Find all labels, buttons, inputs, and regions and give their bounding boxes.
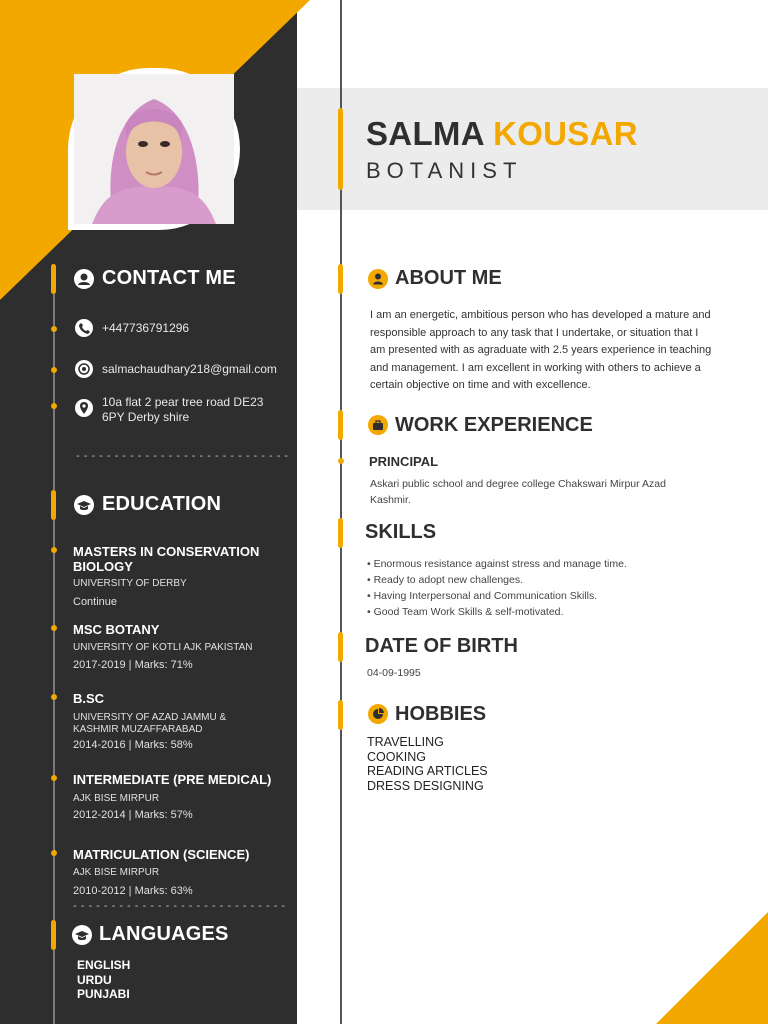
edu-detail-1: Continue (73, 596, 118, 608)
timeline-dot (51, 367, 57, 373)
skills-heading: SKILLS (365, 521, 437, 543)
job-title: BOTANIST (366, 158, 523, 183)
edu-detail-2: 2017-2019 | Marks: 71% (73, 659, 193, 671)
briefcase-icon (368, 415, 388, 435)
first-name: SALMA (366, 115, 484, 152)
education-marker (51, 490, 56, 520)
divider-1: - - - - - - - - - - - - - - - - - - - - - - - - - - - - (76, 450, 289, 462)
edu-university-4: AJK BISE MIRPUR (73, 793, 160, 804)
about-heading: ABOUT ME (395, 267, 502, 289)
contact-heading: CONTACT ME (102, 267, 236, 289)
email-icon (75, 360, 93, 378)
timeline-dot (51, 326, 57, 332)
phone-text[interactable]: +447736791296 (102, 321, 190, 335)
dob-value: 04-09-1995 (367, 667, 421, 679)
skill-item: • Ready to adopt new challenges. (367, 574, 524, 586)
about-line: certain objective on time and with excellence. (370, 379, 591, 391)
left-timeline-line (53, 265, 55, 1024)
work-line-1: Askari public school and degree college Chakswari Mirpur Azad (370, 478, 666, 490)
timeline-dot (338, 458, 344, 464)
edu-degree-1a: MASTERS IN CONSERVATION (73, 544, 260, 559)
person-icon (368, 269, 388, 289)
about-line: responsible approach to any task that I undertake, or situation that I (370, 326, 699, 339)
address-line-2: 6PY Derby shire (102, 410, 190, 424)
work-line-2: Kashmir. (370, 494, 411, 506)
contact-marker (51, 264, 56, 294)
edu-degree-1b: BIOLOGY (73, 559, 133, 574)
timeline-dot (51, 625, 57, 631)
address-line-1: 10a flat 2 pear tree road DE23 (102, 395, 264, 409)
header-marker (338, 108, 343, 190)
skill-item: • Enormous resistance against stress and manage time. (367, 558, 627, 570)
hobby-item: COOKING (367, 750, 427, 764)
languages-marker (51, 920, 56, 950)
divider-2: - - - - - - - - - - - - - - - - - - - - - - - - - - - - (73, 900, 286, 912)
work-heading: WORK EXPERIENCE (395, 414, 593, 436)
language-item: URDU (77, 973, 112, 987)
edu-university-5: AJK BISE MIRPUR (73, 867, 160, 878)
timeline-dot (51, 403, 57, 409)
skill-item: • Good Team Work Skills & self-motivated. (367, 606, 564, 618)
language-item: PUNJABI (77, 987, 130, 1001)
hobby-item: DRESS DESIGNING (367, 779, 484, 793)
about-paragraph (370, 307, 740, 395)
work-marker (338, 410, 343, 440)
edu-university-1: UNIVERSITY OF DERBY (73, 578, 187, 589)
graduation-cap-icon (74, 495, 94, 515)
edu-university-3a: UNIVERSITY OF AZAD JAMMU & (73, 712, 227, 723)
yellow-corner-decoration-bottom (656, 912, 768, 1024)
timeline-dot (51, 694, 57, 700)
about-line: and management. I am excellent in working with others to achieve a (370, 361, 701, 374)
user-icon (74, 269, 94, 289)
person-name (366, 115, 638, 153)
edu-degree-2: MSC BOTANY (73, 622, 160, 637)
edu-degree-4: INTERMEDIATE (PRE MEDICAL) (73, 772, 272, 787)
about-line: I am an energetic, ambitious person who has developed a mature and (370, 309, 711, 321)
education-heading: EDUCATION (102, 493, 222, 515)
dob-heading: DATE OF BIRTH (365, 635, 518, 657)
skill-item: • Having Interpersonal and Communication Skills. (367, 590, 598, 602)
timeline-dot (51, 775, 57, 781)
edu-degree-3: B.SC (73, 691, 105, 706)
location-pin-icon (75, 399, 93, 417)
work-role: PRINCIPAL (369, 454, 439, 469)
language-item: ENGLISH (77, 958, 131, 972)
edu-detail-5: 2010-2012 | Marks: 63% (73, 885, 193, 897)
pie-chart-icon (368, 704, 388, 724)
timeline-dot (51, 547, 57, 553)
edu-degree-5: MATRICULATION (SCIENCE) (73, 847, 250, 862)
edu-detail-4: 2012-2014 | Marks: 57% (73, 809, 193, 821)
about-line: am presented with as agraduate with 2.5 years experience in teaching (370, 344, 712, 356)
graduation-cap-icon (72, 925, 92, 945)
last-name: KOUSAR (493, 115, 638, 152)
skills-marker (338, 518, 343, 548)
edu-detail-3: 2014-2016 | Marks: 58% (73, 739, 193, 751)
phone-icon (75, 319, 93, 337)
hobby-item: TRAVELLING (367, 735, 444, 749)
dob-marker (338, 632, 343, 662)
edu-university-2: UNIVERSITY OF KOTLI AJK PAKISTAN (73, 642, 253, 653)
timeline-dot (51, 850, 57, 856)
email-text[interactable]: salmachaudhary218@gmail.com (102, 362, 277, 376)
edu-university-3b: KASHMIR MUZAFFARABAD (73, 724, 203, 735)
languages-heading: LANGUAGES (99, 923, 229, 945)
hobbies-heading: HOBBIES (395, 703, 487, 725)
profile-photo (74, 74, 234, 224)
hobby-item: READING ARTICLES (367, 764, 488, 778)
about-marker (338, 264, 343, 294)
hobbies-marker (338, 700, 343, 730)
